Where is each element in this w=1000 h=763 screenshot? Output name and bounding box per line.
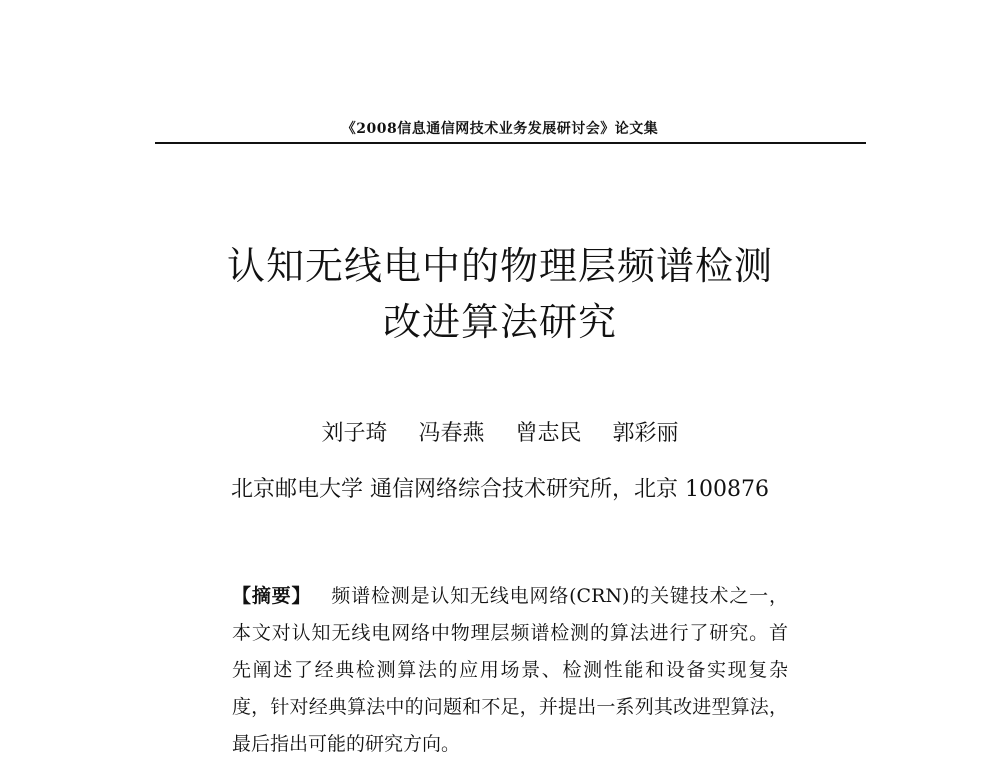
author-name: 冯春燕 — [418, 421, 485, 446]
abstract-line: 本文对认知无线电网络中物理层频谱检测的算法进行了研究。首 — [232, 622, 788, 644]
author-name: 郭彩丽 — [612, 421, 679, 446]
running-header: 《2008信息通信网技术业务发展研讨会》论文集 — [341, 121, 659, 137]
affiliation: 北京邮电大学 通信网络综合技术研究所，北京 100876 — [231, 477, 769, 502]
header-rule — [155, 142, 866, 144]
abstract-line — [232, 578, 788, 615]
author-name: 曾志民 — [515, 421, 582, 446]
abstract-line: 最后指出可能的研究方向。 — [232, 733, 461, 755]
abstract-label: 【摘要】 — [232, 585, 312, 607]
abstract-line: 度，针对经典算法中的问题和不足，并提出一系列其改进型算法， — [232, 696, 788, 718]
abstract-line: 先阐述了经典检测算法的应用场景、检测性能和设备实现复杂 — [232, 659, 788, 681]
paper-title-line-2: 改进算法研究 — [382, 300, 617, 344]
abstract-text: 频谱检测是认知无线电网络(CRN)的关键技术之一， — [331, 585, 788, 607]
paper-title-line-1: 认知无线电中的物理层频谱检测 — [226, 244, 773, 288]
author-name: 刘子琦 — [321, 421, 388, 446]
abstract — [232, 578, 788, 763]
author-list — [0, 420, 1000, 448]
